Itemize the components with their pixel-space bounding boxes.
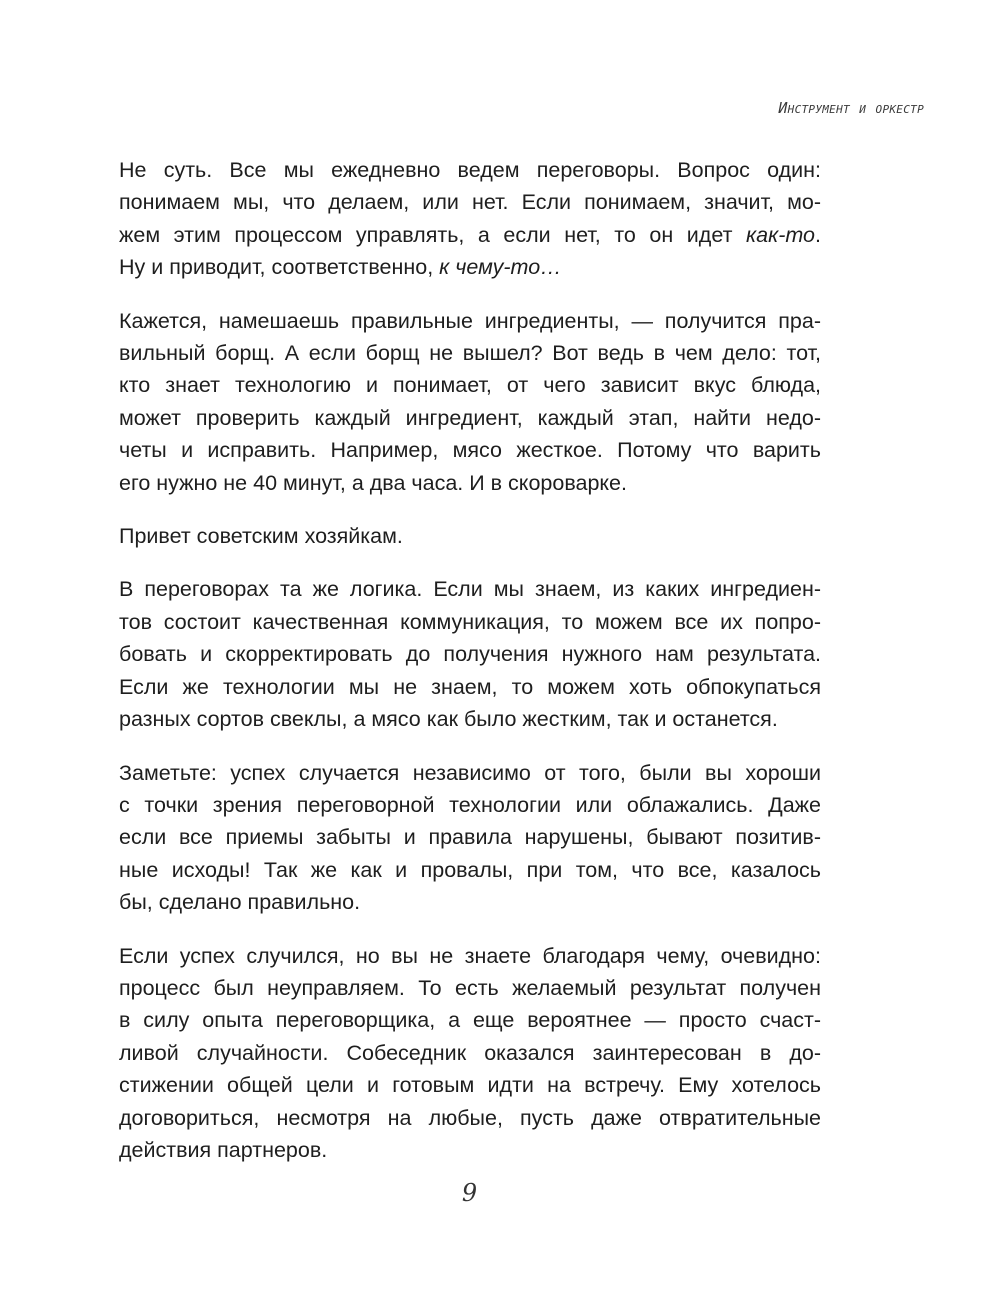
emphasis-text: к чему-то… xyxy=(439,255,562,280)
text-segment: стижении общей цели и готовым идти на встречу. Ему хотелось xyxy=(119,1073,821,1098)
text-line xyxy=(119,219,821,251)
text-line xyxy=(119,573,821,605)
text-segment: Если же технологии мы не знаем, то можем хоть обпокупаться xyxy=(119,674,821,699)
text-line xyxy=(119,251,821,283)
text-segment: . xyxy=(815,222,821,247)
text-segment: Не суть. Все мы ежедневно ведем переговоры. Вопрос один: xyxy=(119,158,821,182)
text-line xyxy=(119,671,821,703)
page-body xyxy=(119,154,821,1187)
paragraph xyxy=(119,154,821,284)
text-line xyxy=(119,606,821,638)
text-line xyxy=(119,434,821,466)
text-line xyxy=(119,1004,821,1036)
paragraph xyxy=(119,520,821,552)
text-segment: бовать и скорректировать до получения нужного нам результата. xyxy=(119,642,821,667)
text-line xyxy=(119,305,821,337)
paragraph xyxy=(119,305,821,499)
text-line xyxy=(119,467,821,499)
text-line xyxy=(119,972,821,1004)
text-segment: ные исходы! Так же как и провалы, при том, что все, казалось xyxy=(119,857,821,882)
text-line xyxy=(119,369,821,401)
text-line xyxy=(119,638,821,670)
text-segment: ливой случайности. Собеседник оказался заинтересован в до- xyxy=(119,1040,821,1065)
text-segment: тов состоит качественная коммуникация, то можем все их попро- xyxy=(119,609,821,634)
text-segment: кто знает технологию и понимает, от чего зависит вкус блюда, xyxy=(119,373,821,398)
text-line xyxy=(119,789,821,821)
text-segment: Кажется, намешаешь правильные ингредиенты, — получится пра- xyxy=(119,308,821,333)
text-segment: в силу опыта переговорщика, а еще вероятнее — просто счаст- xyxy=(119,1008,821,1033)
text-segment: договориться, несмотря на любые, пусть даже отвратительные xyxy=(119,1105,821,1130)
text-segment: В переговорах та же логика. Если мы знаем, из каких ингредиен- xyxy=(119,577,821,602)
text-line xyxy=(119,1134,821,1166)
text-line xyxy=(119,886,821,918)
text-line xyxy=(119,402,821,434)
text-segment: Если успех случился, но вы не знаете благодаря чему, очевидно: xyxy=(119,943,821,968)
text-segment: с точки зрения переговорной технологии или облажались. Даже xyxy=(119,792,821,817)
paragraph xyxy=(119,757,821,919)
text-segment: Привет советским хозяйкам. xyxy=(119,524,403,549)
text-line xyxy=(119,154,821,186)
paragraph xyxy=(119,573,821,735)
text-segment: Ну и приводит, соответственно, xyxy=(119,255,440,280)
text-line xyxy=(119,1037,821,1069)
emphasis-text: как-то xyxy=(745,222,816,247)
text-segment: жем этим процессом управлять, а если нет, то он идет xyxy=(119,222,746,247)
text-line xyxy=(119,1102,821,1134)
text-segment: Заметьте: успех случается независимо от того, были вы хороши xyxy=(119,760,821,785)
text-segment: вильный борщ. А если борщ не вышел? Вот ведь в чем дело: тот, xyxy=(119,341,821,366)
text-segment: четы и исправить. Например, мясо жесткое. Потому что варить xyxy=(119,438,821,463)
paragraph xyxy=(119,940,821,1167)
text-segment: его нужно не 40 минут, а два часа. И в скороварке. xyxy=(119,470,627,495)
text-segment: понимаем мы, что делаем, или нет. Если понимаем, значит, мо- xyxy=(119,190,821,215)
text-segment: действия партнеров. xyxy=(119,1137,328,1162)
text-line xyxy=(119,757,821,789)
text-line xyxy=(119,337,821,369)
text-line xyxy=(119,854,821,886)
text-segment: разных сортов свеклы, а мясо как было жестким, так и останется. xyxy=(119,707,778,732)
page-number: 9 xyxy=(461,1179,478,1207)
text-segment: если все приемы забыты и правила нарушены, бывают позитив- xyxy=(119,825,821,850)
text-line xyxy=(119,186,821,218)
text-segment: процесс был неуправляем. То есть желаемый результат получен xyxy=(119,975,821,1000)
text-line xyxy=(119,703,821,735)
text-line xyxy=(119,821,821,853)
running-header: Инструмент и оркестр xyxy=(778,99,924,117)
text-line xyxy=(119,1069,821,1101)
text-segment: может проверить каждый ингредиент, каждый этап, найти недо- xyxy=(119,405,821,430)
text-line xyxy=(119,940,821,972)
text-line xyxy=(119,520,821,552)
text-segment: бы, сделано правильно. xyxy=(119,890,361,915)
